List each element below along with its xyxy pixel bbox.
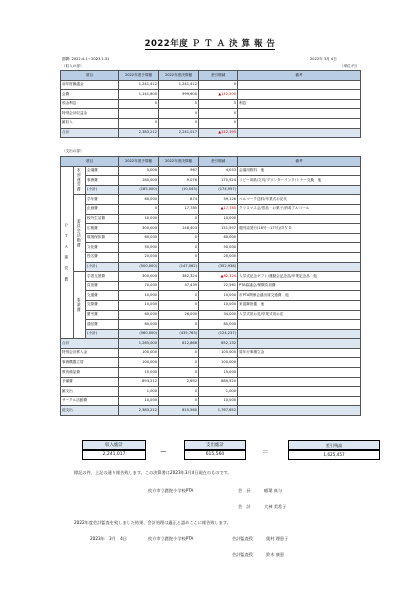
note-cell: ベルマーク送料/卒業式お花代 [238, 195, 361, 205]
actual-cell: 0 [159, 233, 199, 243]
budget-cell: (500,000) [119, 262, 159, 272]
negative-marker-icon: ▲ [218, 91, 222, 96]
item-cell: 交際費 [86, 300, 119, 310]
treasurer-name: 大神 美希子 [264, 504, 287, 509]
actual-cell: 26,000 [159, 310, 199, 320]
table-row [61, 291, 361, 301]
diff-cell: 34,000 [199, 310, 238, 320]
diff-cell: 10,000 [199, 396, 238, 406]
note-cell: 周年行事積立金 [238, 348, 361, 358]
table-row [61, 195, 361, 205]
summary-expense-label: 支出総計 [184, 440, 246, 451]
col-header-actual: 2022年度決算額 [159, 157, 199, 167]
item-cell: (小計) [86, 262, 119, 272]
col-header-note: 備考 [238, 71, 361, 81]
item-cell: 雑支出 [61, 387, 119, 397]
unit-label: （単位:円） [340, 64, 360, 68]
diff-cell: 1,767,652 [199, 406, 238, 416]
table-row [61, 310, 361, 320]
note-cell: 市PTA関係会議出席交通費 他 [238, 291, 361, 301]
table-row [61, 204, 361, 214]
actual-cell: 5 [159, 99, 199, 109]
summary-income-label: 収入総計 [82, 440, 146, 451]
president-role: 会 長 [238, 488, 251, 493]
actual-cell: 17,785 [159, 204, 199, 214]
note-cell [238, 118, 361, 128]
note-cell [238, 90, 361, 100]
budget-cell: 10,000 [119, 300, 159, 310]
table-row [61, 281, 361, 291]
item-cell: (小計) [86, 185, 119, 195]
budget-cell: 50,000 [119, 243, 159, 253]
item-cell: サークル活動費 [61, 396, 119, 406]
table-row [61, 348, 361, 358]
summary-income-value: 2,241,017 [82, 449, 146, 460]
actual-cell: 2,241,017 [159, 128, 199, 138]
actual-cell: 612,868 [159, 339, 199, 349]
title-underline [145, 49, 275, 50]
diff-cell: ▲142,195 [199, 128, 238, 138]
actual-cell: (435,763) [159, 329, 199, 339]
table-row [61, 262, 361, 272]
item-cell: 特別会計移入金 [61, 348, 119, 358]
actual-cell: 2,692 [159, 377, 199, 387]
report-date: 2022年 3月 4日 [310, 57, 337, 61]
summary-balance-value: 1,625,457 [288, 449, 380, 460]
item-cell: 会費 [61, 90, 119, 100]
table-row [61, 387, 361, 397]
actual-cell: 0 [159, 243, 199, 253]
diff-cell: 50,000 [199, 243, 238, 253]
table-row [61, 90, 361, 100]
note-cell [238, 387, 361, 397]
budget-cell: 1,141,800 [119, 90, 159, 100]
table-row [61, 300, 361, 310]
note-cell [238, 233, 361, 243]
negative-marker-icon: ▲ [220, 273, 224, 278]
col-header-actual: 2022年度決算額 [159, 71, 199, 81]
table-row [61, 329, 361, 339]
president-name: 稲葉 真与 [264, 488, 283, 493]
note-cell: PTA協議会/保険負担費 [238, 281, 361, 291]
actual-cell: 0 [159, 358, 199, 368]
auditor-name-2: 鈴木 康恵 [266, 552, 285, 557]
diff-cell: 5 [199, 99, 238, 109]
org-name: 枚方市立蹉跎小学校PTA [148, 488, 194, 493]
table-row [61, 176, 361, 186]
budget-cell [119, 109, 159, 119]
note-cell [238, 339, 361, 349]
item-cell: 慶弔費 [86, 310, 119, 320]
budget-cell: (560,000) [119, 329, 159, 339]
note-cell [238, 128, 361, 138]
table-row [61, 358, 361, 368]
diff-cell: 0 [199, 80, 238, 90]
audit-org-name: 枚方市立蹉跎小学校PTA [148, 536, 194, 541]
budget-cell: 60,000 [119, 195, 159, 205]
income-table [60, 70, 361, 138]
actual-cell: 148,403 [159, 224, 199, 234]
table-row [61, 99, 361, 109]
diff-cell: 100,000 [199, 348, 238, 358]
item-cell: 雑収入 [61, 118, 119, 128]
budget-cell: 0 [119, 204, 159, 214]
col-header-note: 備考 [238, 157, 361, 167]
budget-cell: 60,000 [119, 310, 159, 320]
diff-cell: 60,000 [199, 233, 238, 243]
note-cell [238, 109, 361, 119]
diff-cell: ▲82,324 [199, 272, 238, 282]
budget-cell: 0 [119, 99, 159, 109]
table-row [61, 243, 361, 253]
diff-cell: 10,000 [199, 300, 238, 310]
budget-cell: 893,212 [119, 377, 159, 387]
item-cell: 合計 [61, 339, 119, 349]
note-cell: クリスマス会/景品・お菓子/消毒アルコール [238, 204, 361, 214]
diff-cell: 100,000 [199, 358, 238, 368]
budget-cell: (185,000) [119, 185, 159, 195]
budget-cell: 2,383,212 [119, 406, 159, 416]
table-row [61, 368, 361, 378]
expense-caption: （支出の部） [62, 149, 84, 153]
table-row [61, 185, 361, 195]
note-cell: 週刊誌発行(16号〜17号)/ＤＶＤ [238, 224, 361, 234]
note-cell: 利息 [238, 99, 361, 109]
actual-cell: 382,324 [159, 272, 199, 282]
actual-cell: 999,600 [159, 90, 199, 100]
col-header-budget: 2022年度予算額 [119, 71, 159, 81]
diff-cell: (352,938) [199, 262, 238, 272]
diff-cell: 151,597 [199, 224, 238, 234]
income-caption: （収入の部） [62, 64, 84, 68]
actual-cell: 0 [159, 118, 199, 128]
report-statement: 標記の件、上記の通り報告致します。この決算書は2023年3月4日現在のものです。 [74, 470, 232, 475]
total-row [61, 128, 361, 138]
actual-cell: 0 [159, 387, 199, 397]
budget-cell: 300,000 [119, 224, 159, 234]
item-cell: 教育備品費 [61, 368, 119, 378]
table-row [61, 320, 361, 330]
diff-cell: ▲17,785 [199, 204, 238, 214]
item-cell: 校外生活費 [86, 214, 119, 224]
item-cell: 環境保体費 [86, 233, 119, 243]
note-cell [238, 320, 361, 330]
diff-cell: 170,924 [199, 176, 238, 186]
diff-cell: 59,126 [199, 195, 238, 205]
note-cell [238, 368, 361, 378]
table-row [61, 252, 361, 262]
audit-date: 2023年 3月 4日 [90, 536, 127, 541]
diff-cell: 0 [199, 109, 238, 119]
treasurer-role: 会 計 [238, 504, 251, 509]
negative-marker-icon: ▲ [220, 206, 224, 211]
item-cell: 特別会計収益金 [61, 109, 119, 119]
budget-cell: 1,265,000 [119, 339, 159, 349]
item-cell: 通信費 [86, 320, 119, 330]
total-row [61, 406, 361, 416]
auditor-role-2: 会計監査役 [232, 552, 253, 557]
item-cell: 会議費 [86, 166, 119, 176]
table-row [61, 272, 361, 282]
actual-cell: 1,241,412 [159, 80, 199, 90]
actual-cell: 0 [159, 252, 199, 262]
actual-cell: 0 [159, 300, 199, 310]
item-cell: 預金利息 [61, 99, 119, 109]
note-cell [238, 252, 361, 262]
table-row [61, 80, 361, 90]
budget-cell: 15,000 [119, 368, 159, 378]
col-header-diff: 差引増減 [199, 71, 238, 81]
budget-cell: 80,000 [119, 320, 159, 330]
actual-cell: 967 [159, 166, 199, 176]
budget-cell: 10,000 [119, 396, 159, 406]
actual-cell: 0 [159, 214, 199, 224]
group-label: Ｐ Ｔ Ａ 運 営 費 [61, 166, 74, 339]
note-cell [238, 377, 361, 387]
item-cell: 総支出 [61, 406, 119, 416]
actual-cell: 0 [159, 109, 199, 119]
diff-cell: (174,957) [199, 185, 238, 195]
equals-sign: ＝ [262, 448, 269, 456]
item-cell: 学習支援費 [86, 272, 119, 282]
item-cell: 予備費 [61, 377, 119, 387]
diff-cell: 15,000 [199, 368, 238, 378]
note-cell: 入学式記念ギフト/運動会記念品/卒業記念品 他 [238, 272, 361, 282]
actual-cell: 0 [159, 396, 199, 406]
diff-cell: 10,000 [199, 291, 238, 301]
actual-cell: 47,439 [159, 281, 199, 291]
diff-cell: 20,000 [199, 252, 238, 262]
table-row [61, 118, 361, 128]
budget-cell: 180,000 [119, 176, 159, 186]
diff-cell: 0 [199, 118, 238, 128]
sub-label-committee: 委員会活動費 [74, 195, 86, 272]
budget-cell: 2,383,212 [119, 128, 159, 138]
table-row [61, 377, 361, 387]
diff-cell: 4,033 [199, 166, 238, 176]
budget-cell: 20,000 [119, 252, 159, 262]
budget-cell: 10,000 [119, 291, 159, 301]
note-cell [238, 185, 361, 195]
minus-sign: ー [160, 448, 167, 456]
table-row [61, 214, 361, 224]
expense-table [60, 156, 361, 416]
note-cell: コピー用紙/文具/プリンターインク/トナー交換 他 [238, 176, 361, 186]
item-cell: 事務費 [86, 176, 119, 186]
item-cell: 学年費 [86, 195, 119, 205]
diff-cell: ▲142,200 [199, 90, 238, 100]
diff-cell: 1,000 [199, 387, 238, 397]
note-cell: 会議用飲料 他 [238, 166, 361, 176]
budget-cell: 70,000 [119, 281, 159, 291]
item-cell: 企画費 [86, 204, 119, 214]
note-cell [238, 262, 361, 272]
budget-cell: 100,000 [119, 348, 159, 358]
summary-balance-label: 差引残高 [288, 440, 380, 451]
col-header-item: 項目 [61, 71, 119, 81]
item-cell: 合計 [61, 128, 119, 138]
table-row [61, 166, 361, 176]
sub-label-hq: 本部運営費 [74, 166, 86, 195]
item-cell: (小計) [86, 329, 119, 339]
col-header-diff: 差引増減 [199, 157, 238, 167]
table-row [61, 339, 361, 349]
negative-marker-icon: ▲ [218, 130, 222, 135]
diff-cell: 10,000 [199, 214, 238, 224]
table-row [61, 224, 361, 234]
note-cell: 来賓御祝儀 他 [238, 300, 361, 310]
actual-cell: (10,043) [159, 185, 199, 195]
actual-cell: 0 [159, 291, 199, 301]
table-row [61, 233, 361, 243]
budget-cell: 100,000 [119, 358, 159, 368]
col-header-budget: 2022年度予算額 [119, 157, 159, 167]
table-row [61, 109, 361, 119]
note-cell [238, 329, 361, 339]
item-cell: 前年度繰越金 [61, 80, 119, 90]
table-row [61, 396, 361, 406]
diff-cell: (124,237) [199, 329, 238, 339]
col-header-item: 項目 [61, 157, 119, 167]
auditor-role-1: 会計監査役 [232, 536, 253, 541]
note-cell [238, 406, 361, 416]
actual-cell: 874 [159, 195, 199, 205]
item-cell: 役名費 [86, 252, 119, 262]
item-cell: 広報費 [86, 224, 119, 234]
actual-cell: 9,076 [159, 176, 199, 186]
note-cell [238, 214, 361, 224]
budget-cell: 10,000 [119, 214, 159, 224]
item-cell: 負担費 [86, 281, 119, 291]
auditor-name-1: 奥村 理恵子 [266, 536, 289, 541]
actual-cell: 0 [159, 368, 199, 378]
note-cell [238, 358, 361, 368]
diff-cell: 652,132 [199, 339, 238, 349]
page-title: 2022年度 Ｐ Ｔ Ａ 決 算 報 告 [144, 39, 276, 49]
actual-cell: 0 [159, 320, 199, 330]
actual-cell: 0 [159, 348, 199, 358]
sub-label-projects: 事業費 [74, 272, 86, 339]
summary-expense-value: 615,560 [184, 449, 246, 460]
item-cell: 文化費 [86, 243, 119, 253]
budget-cell: 5,000 [119, 166, 159, 176]
budget-cell: 1,000 [119, 387, 159, 397]
budget-cell: 1,241,412 [119, 80, 159, 90]
actual-cell: (147,062) [159, 262, 199, 272]
note-cell [238, 396, 361, 406]
audit-statement: 2022年度会計監査を致しました結果、会計処理は適正と認めここに報告致します。 [74, 520, 231, 525]
diff-cell: 80,000 [199, 320, 238, 330]
period-text: 期間: 2022.4.1〜2023.1.31 [62, 57, 110, 61]
budget-cell: 60,000 [119, 233, 159, 243]
note-cell: 入学式祝お花/卒業式祝お花 [238, 310, 361, 320]
budget-cell: 300,000 [119, 272, 159, 282]
actual-cell: 615,560 [159, 406, 199, 416]
note-cell [238, 80, 361, 90]
item-cell: 交通費 [86, 291, 119, 301]
item-cell: 事務機器立替 [61, 358, 119, 368]
budget-cell: 0 [119, 118, 159, 128]
diff-cell: 889,520 [199, 377, 238, 387]
note-cell [238, 243, 361, 253]
diff-cell: 22,561 [199, 281, 238, 291]
